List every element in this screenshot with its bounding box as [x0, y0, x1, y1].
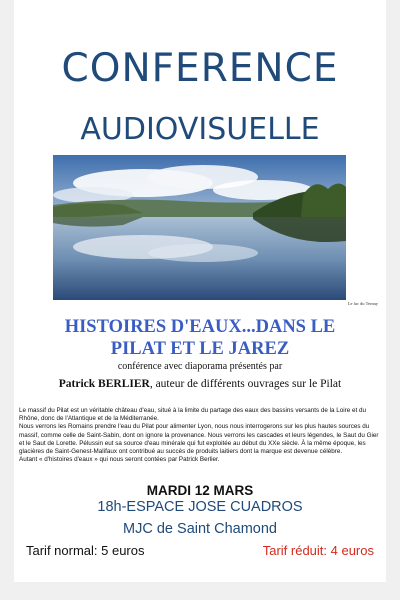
description [19, 407, 385, 464]
subject-title [14, 316, 386, 360]
author-name: Patrick BERLIER [58, 378, 150, 390]
event-time-venue: 18h-ESPACE JOSE CUADROS [97, 499, 303, 515]
lake-photo [53, 155, 346, 300]
description-paragraph: Le massif du Pilat est un véritable château d'eau, situé à la limite du partage des eaux des bassins versants de la Loire et du Rhône, donc de l'Atlantique et de la Méditerranée. [19, 407, 367, 423]
subject-title-line2: PILAT ET LE JAREZ [110, 339, 290, 359]
subject-title-line1: HISTOIRES D'EAUX...DANS LE [64, 317, 336, 337]
event-date: MARDI 12 MARS [146, 483, 254, 498]
lake-landscape-image [53, 155, 346, 300]
description-paragraph: Nous verrons les Romains prendre l'eau du Pilat pour alimenter Lyon, nous nous interrogerons sur les plus hautes sources du massif, comme celle de Saint-Sabin, dont on ignore la provenance. Nous verrons les cascades et leurs légendes, le Saut du Gier et le Saut de Lorette. Pélussin eut sa source d'eau minérale qui fut exploitée au début du XXe siècle. À la même époque, les glacières de Saint-Genest-Malifaux ont contribué au succès de produits laitiers dont la marque est devenue célèbre. [19, 423, 379, 456]
event-place: MJC de Saint Chamond [123, 521, 277, 537]
poster-page [14, 0, 386, 582]
photo-caption: Le lac du Ternay [347, 301, 378, 306]
price-reduced: Tarif réduit: 4 euros [262, 543, 374, 558]
subtitle: conférence avec diaporama présentés par [117, 361, 283, 372]
author-line [14, 378, 386, 390]
title-audiovisuelle: AUDIOVISUELLE [80, 112, 320, 147]
price-normal: Tarif normal: 5 euros [26, 543, 145, 558]
description-paragraph: Autant « d'histoires d'eaux » qui nous seront contées par Patrick Berlier. [19, 456, 220, 464]
title-conference: CONFERENCE [61, 46, 339, 91]
author-description: , auteur de différents ouvrages sur le Pilat [149, 378, 342, 390]
